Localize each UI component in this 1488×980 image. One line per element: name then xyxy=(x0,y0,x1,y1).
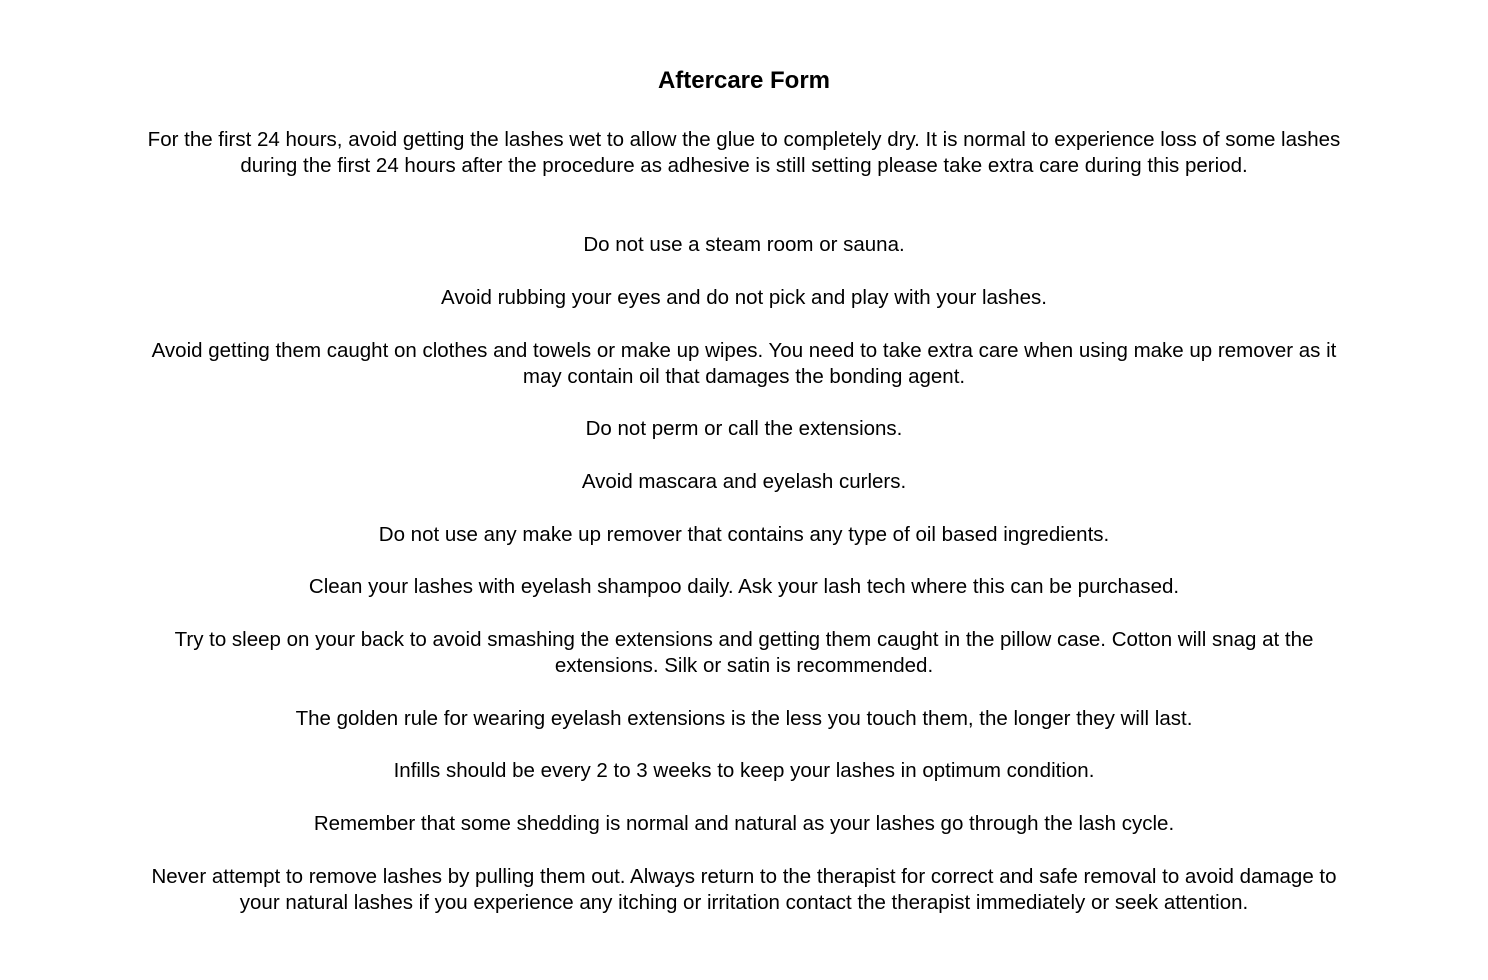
document-title: Aftercare Form xyxy=(657,67,831,94)
paragraph-sleep: Try to sleep on your back to avoid smashing the extensions and getting them caught in the pillow case. Cotton will snag at the extensions. Silk or satin is recommended. xyxy=(174,628,1314,678)
paragraph-shampoo: Clean your lashes with eyelash shampoo daily. Ask your lash tech where this can be purchased. xyxy=(308,575,1180,598)
paragraph-removal: Never attempt to remove lashes by pulling them out. Always return to the therapist for correct and safe removal to avoid damage to your natural lashes if you experience any itching or irritation contact the therapist immediately or seek attention. xyxy=(151,865,1337,915)
paragraph-shedding: Remember that some shedding is normal and natural as your lashes go through the lash cycle. xyxy=(313,812,1175,835)
paragraph-infills: Infills should be every 2 to 3 weeks to keep your lashes in optimum condition. xyxy=(393,759,1095,782)
paragraph-perm: Do not perm or call the extensions. xyxy=(585,417,903,440)
paragraph-oil-remover: Do not use any make up remover that contains any type of oil based ingredients. xyxy=(378,523,1110,546)
paragraph-first-24-hours: For the first 24 hours, avoid getting the lashes wet to allow the glue to completely dry. It is normal to experience loss of some lashes during the first 24 hours after the procedure as adhesive is still setting please take extra care during this period. xyxy=(147,128,1341,178)
paragraph-rubbing-eyes: Avoid rubbing your eyes and do not pick and play with your lashes. xyxy=(441,286,1047,309)
paragraph-clothes-towels: Avoid getting them caught on clothes and towels or make up wipes. You need to take extra care when using make up remover as it may contain oil that damages the bonding agent. xyxy=(151,339,1337,389)
paragraph-golden-rule: The golden rule for wearing eyelash extensions is the less you touch them, the longer they will last. xyxy=(295,707,1193,730)
paragraph-steam-room: Do not use a steam room or sauna. xyxy=(583,233,905,256)
paragraph-mascara: Avoid mascara and eyelash curlers. xyxy=(581,470,907,493)
